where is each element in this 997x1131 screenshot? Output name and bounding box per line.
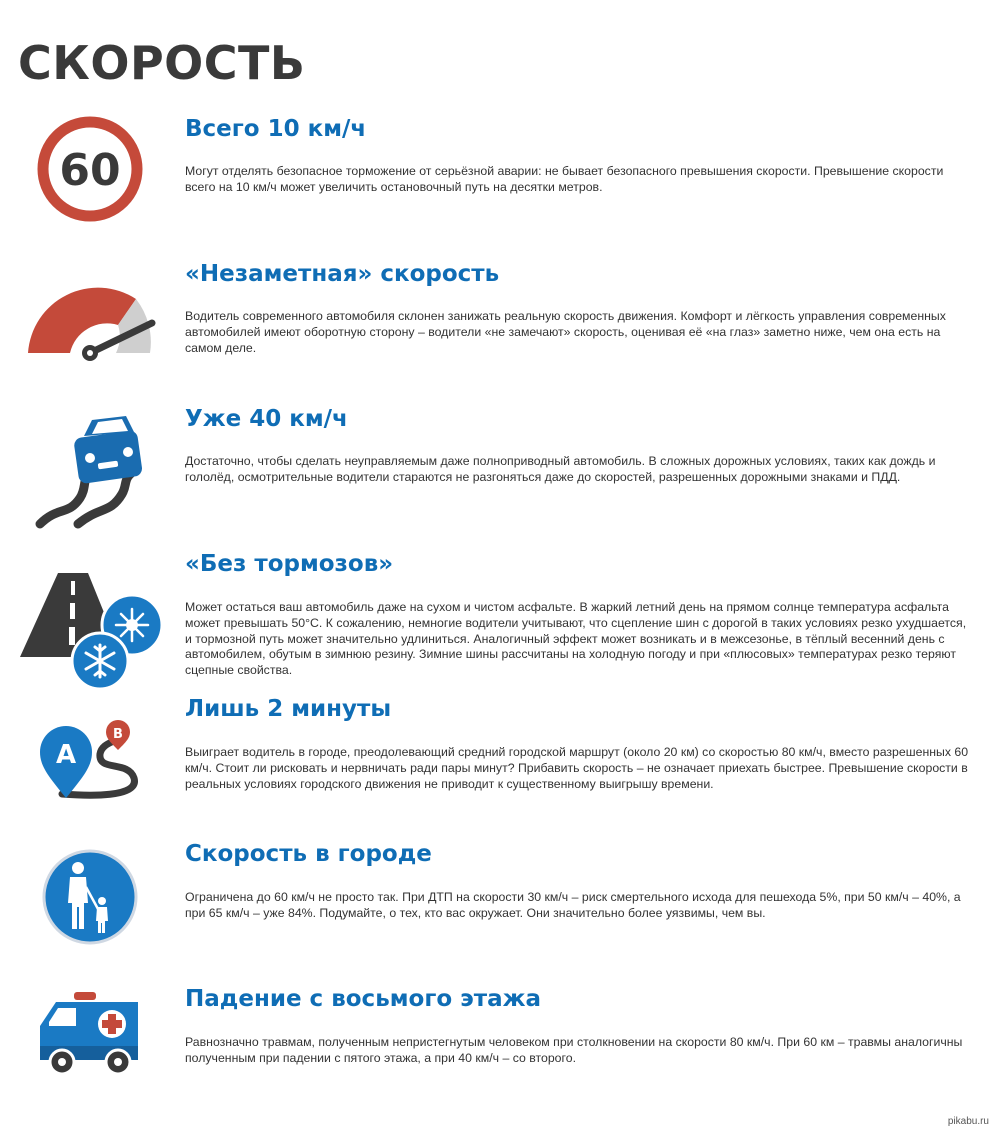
section-text: Ограничена до 60 км/ч не просто так. При ДТП на скорости 30 км/ч – риск смертельного исхода для пешехода 5%, при 50 км/ч – 40%, а при 65 км/ч – уже 84%. Подумайте, о тех, кто вас окружает. Они значительно более уязвимы, чем вы.	[185, 890, 961, 920]
section-title: Лишь 2 минуты	[185, 696, 392, 722]
section-text: Выиграет водитель в городе, преодолевающий средний городской маршрут (около 20 км) со скоростью 80 км/ч, вместо разрешенных 60 км/ч. Стоит ли рисковать и нервничать ради пары минут? Прибавить скорость – не означает приехать быстрее. Превышение скорости в реальных условиях городского движения не приводит к существенному выигрышу времени.	[185, 745, 969, 791]
skidding-car-icon	[18, 406, 168, 526]
section-title: «Без тормозов»	[185, 551, 394, 577]
sign-value: 60	[59, 145, 121, 196]
section-text: Равнозначно травмам, полученным непристегнутым человеком при столкновении на скорости 80 км/ч. При 60 км – травмы аналогичны полученным при падении с пятого этажа, а при 40 км/ч – со второго.	[185, 1035, 963, 1065]
section-text: Достаточно, чтобы сделать неуправляемым даже полноприводный автомобиль. В сложных дорожных условиях, таких как дождь и гололёд, осмотрительные водители стараются не разгоняться даже до скоростей, разрешенных дорожными знаками и ПДД.	[185, 454, 936, 484]
page-title: СКОРОСТЬ	[18, 36, 306, 90]
section-text: Водитель современного автомобиля склонен занижать реальную скорость движения. Комфорт и лёгкость управления современных автомобилей имеют оборотную сторону – водители «не замечают» скорость, оценивая её «на глаз» заметно ниже, чем она есть на самом деле.	[185, 309, 946, 355]
speed-limit-60-sign-icon	[18, 116, 168, 236]
pin-a-label: A	[55, 740, 77, 770]
pin-b-label: B	[113, 727, 123, 742]
section-title: «Незаметная» скорость	[185, 261, 500, 287]
section-title: Падение с восьмого этажа	[185, 986, 542, 1012]
section-text: Могут отделять безопасное торможение от серьёзной аварии: не бывает безопасного превышения скорости. Превышение скорости всего на 10 км/ч может увеличить остановочный путь на десятки метров.	[185, 164, 944, 194]
road-sun-snow-icon	[18, 551, 168, 671]
section-text: Может остаться ваш автомобиль даже на сухом и чистом асфальте. В жаркий летний день на прямом солнце температура асфальта может превышать 50°С. К сожалению, немногие водители учитывают, что сцепление шин с дорогой в таких условиях резко ухудшается, и тормозной путь может значительно удлиниться. Аналогичный эффект может возникать и в межсезонье, в тёплый весенний день с автомобилем, обутым в зимнюю резину. Зимние шины рассчитаны на холодную погоду и при «плюсовых» температурах резко теряют сцепные свойства.	[185, 600, 967, 678]
section-title: Всего 10 км/ч	[185, 116, 367, 142]
speedometer-icon	[18, 261, 168, 381]
section-title: Уже 40 км/ч	[185, 406, 348, 432]
section-title: Скорость в городе	[185, 841, 432, 867]
watermark: pikabu.ru	[947, 1116, 989, 1127]
route-a-to-b-icon	[18, 696, 168, 816]
pedestrian-sign-icon	[18, 841, 168, 961]
ambulance-icon	[18, 986, 168, 1106]
